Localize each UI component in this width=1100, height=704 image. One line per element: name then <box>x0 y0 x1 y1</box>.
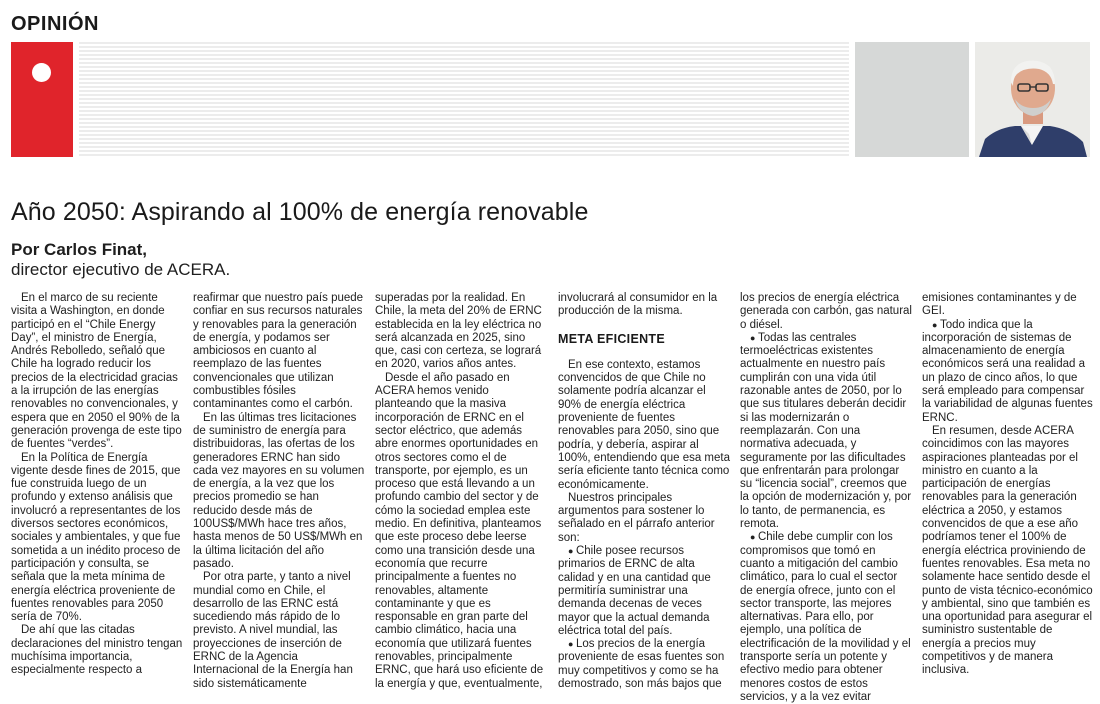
header-stripe <box>79 42 849 157</box>
article-column <box>740 292 912 703</box>
paragraph: Desde el año pasado en ACERA hemos venido planteando que la masiva incorporación de ERNC en el sector eléctrico, que además abre enormes oportunidades en otros sectores como el de transporte, por ejemplo, es un proceso que está llevando a un profundo cambio del sector y de cómo la sociedad emplea este medio. En definitiva, planteamos que este proceso debe leerse como una transición desde una economía que recurre principalmente a fuentes no renovables, altamente contaminante y que es responsable en gran parte del cambio climático, hacia una economía que utilizará fuentes renovables, principalmente ERNC, que hará uso eficiente de la energía y que, eventualmente, <box>375 371 544 690</box>
paragraph: emisiones contaminantes y de GEI. <box>922 292 1077 318</box>
bullet-icon: ● <box>932 319 940 330</box>
header-gray-panel <box>855 42 969 157</box>
bullet-text: Los precios de la energía proveniente de esas fuentes son muy competitivos y como se ha demostrado, son más bajos que <box>558 638 725 691</box>
paragraph: reafirmar que nuestro país puede confiar en sus recursos naturales y renovables para la generación de energía, y podamos ser ambiciosos en cuanto al reemplazo de las fuentes convencionales que utilizan combustibles fósiles contaminantes como el carbón. <box>193 292 364 411</box>
bullet-icon: ● <box>750 332 758 343</box>
author-photo <box>975 42 1090 157</box>
article-column <box>375 292 547 692</box>
byline <box>11 240 230 280</box>
paragraph: involucrará al consumidor en la producción de la misma. <box>558 292 718 318</box>
bullet-paragraph <box>558 638 730 691</box>
paragraph: Nuestros principales argumentos para sostener lo señalado en el párrafo anterior son: <box>558 491 715 544</box>
bullet-icon: ● <box>568 639 576 650</box>
article-column <box>193 292 365 692</box>
paragraph: En las últimas tres licitaciones de suministro de energía para distribuidoras, las ofertas de los generadores ERNC han sido cada vez mayores en su volumen de energía, a la vez que los precios promedio se han reducido desde más de 100US$/MWh hace tres años, hasta menos de 50 US$/MWh en la última licitación del año pasado. <box>193 411 365 570</box>
paragraph: los precios de energía eléctrica generada con carbón, gas natural o diésel. <box>740 292 912 331</box>
bullet-text: Chile posee recursos primarios de ERNC de alta calidad y en una cantidad que permitiría suministrar una demanda decenas de veces mayor que la actual demanda eléctrica total del país. <box>558 545 711 637</box>
bullet-paragraph <box>922 319 1094 425</box>
bullet-text: Todo indica que la incorporación de sistemas de almacenamiento de energía económicos será una realidad a un plazo de cinco años, lo que será empleado para compensar la variabilidad de algunas fuentes ERNC. <box>922 318 1093 424</box>
byline-author: Por Carlos Finat, <box>11 240 148 259</box>
circle-dot-icon <box>32 63 51 82</box>
article-column <box>11 292 183 692</box>
paragraph: Por otra parte, y tanto a nivel mundial como en Chile, el desarrollo de las ERNC está sucediendo más rápido de lo previsto. A nivel mundial, las proyecciones de inserción de ERNC de la Agencia Internacional de la Energía han sido sistemáticamente <box>193 571 353 690</box>
paragraph: superadas por la realidad. En Chile, la meta del 20% de ERNC establecida en la ley eléctrica no será alcanzada en 2025, sino que, casi con certeza, se logrará en 2020, varios años antes. <box>375 292 542 371</box>
section-accent-block <box>11 42 73 157</box>
bullet-icon: ● <box>750 532 758 543</box>
section-label: OPINIÓN <box>11 13 99 35</box>
paragraph: En la Política de Energía vigente desde fines de 2015, que fue construida luego de un profundo y extenso análisis que involucró a representantes de los diversos sectores económicos, sociales y ambientales, y que fue sometida a un inédito proceso de participación y consulta, se señala que la meta mínima de energía eléctrica proveniente de fuentes renovables para 2050 sería de 70%. <box>11 451 181 624</box>
byline-role: director ejecutivo de ACERA. <box>11 260 231 279</box>
paragraph: En resumen, desde ACERA coincidimos con las mayores aspiraciones planteadas por el ministro en cuanto a la participación de energías renovables para la generación eléctrica a 2050, y estamos convencidos de que a ese año podríamos tener el 100% de energía eléctrica proviniendo de fuentes renovables. Esa meta no solamente hace sentido desde el punto de vista técnico-económico y ambiental, sino que también es una oportunidad para asegurar el suministro sustentable de energía a precios muy competitivos y de manera inclusiva. <box>922 424 1093 677</box>
paragraph: De ahí que las citadas declaraciones del ministro tengan muchísima importancia, especialmente respecto a <box>11 624 183 677</box>
article-column <box>922 292 1094 692</box>
article-column <box>558 292 730 692</box>
bullet-text: Todas las centrales termoeléctricas existentes actualmente en nuestro país cumplirán con una vida útil razonable antes de 2050, por lo que sus titulares deberán decidir si las modernizarán o reemplazarán. Con una normativa adecuada, y seguramente por las dificultades que enfrentarán para prolongar su “licencia social”, creemos que la opción de modernización y, por lo tanto, de permanencia, es remota. <box>740 331 912 531</box>
bullet-paragraph <box>558 545 730 638</box>
bullet-text: Chile debe cumplir con los compromisos que tomó en cuanto a mitigación del cambio climático, para lo cual el sector de energía ofrece, junto con el sector transporte, las mejores alternativas. Para ello, por ejemplo, una política de electrificación de la movilidad y el transporte sería un potente y efectivo medio para obtener menores costos de estos servicios, y a la vez evitar <box>740 531 911 703</box>
bullet-paragraph <box>740 332 912 531</box>
paragraph: En ese contexto, estamos convencidos de que Chile no solamente podría alcanzar el 90% de energía eléctrica proveniente de fuentes renovables para 2050, sino que podría, y debería, aspirar al 100%, entendiendo que esa meta sería eficiente tanto técnica como económicamente. <box>558 358 730 491</box>
article-headline: Año 2050: Aspirando al 100% de energía renovable <box>11 198 589 226</box>
subheading: META EFICIENTE <box>558 331 665 346</box>
bullet-paragraph <box>740 531 912 704</box>
paragraph: En el marco de su reciente visita a Washington, en donde participó en el “Chile Energy Day”, el ministro de Energía, Andrés Rebolledo, señaló que Chile ha logrado reducir los precios de la electricidad gracias a la irrupción de las energías renovables no convencionales, y espera que en 2050 el 90% de la generación provenga de este tipo de fuentes “verdes”. <box>11 292 182 451</box>
bullet-icon: ● <box>568 546 576 557</box>
